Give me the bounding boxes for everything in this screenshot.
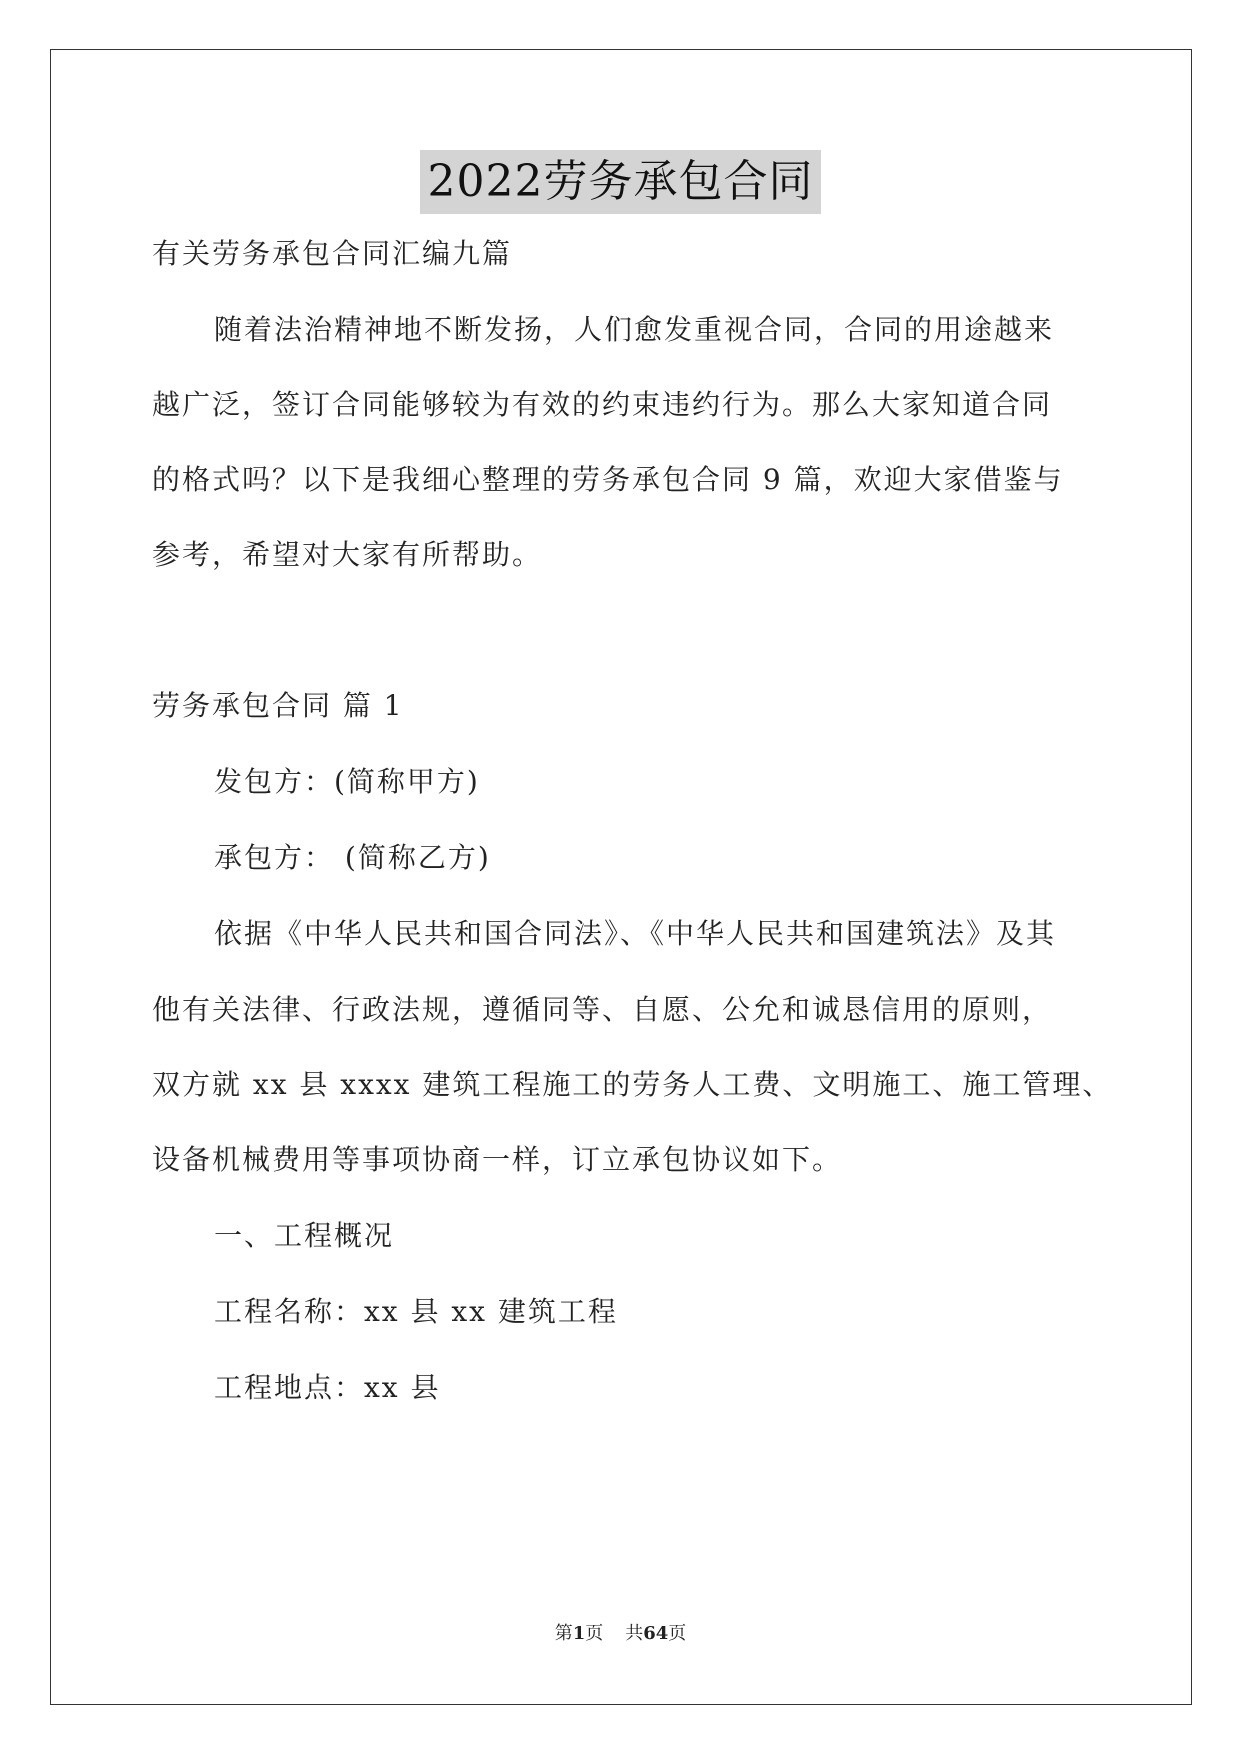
section-heading: 劳务承包合同 篇 1 bbox=[152, 689, 404, 722]
total-suffix: 页 bbox=[668, 1623, 687, 1644]
body-line: 工程地点：xx 县 bbox=[214, 1371, 441, 1404]
body-line: 随着法治精神地不断发扬，人们愈发重视合同，合同的用途越来 bbox=[214, 313, 1055, 346]
total-prefix: 共 bbox=[625, 1623, 644, 1644]
body-line: 发包方：(简称甲方) bbox=[214, 765, 480, 798]
body-line: 的格式吗？以下是我细心整理的劳务承包合同 9 篇，欢迎大家借鉴与 bbox=[152, 463, 1064, 496]
body-line: 设备机械费用等事项协商一样，订立承包协议如下。 bbox=[152, 1143, 843, 1176]
body-line: 承包方： (简称乙方) bbox=[214, 841, 491, 874]
body-line: 参考，希望对大家有所帮助。 bbox=[152, 538, 543, 571]
body-line: 他有关法律、行政法规，遵循同等、自愿、公允和诚恳信用的原则， bbox=[152, 993, 1053, 1026]
page-footer bbox=[0, 1622, 1241, 1646]
subtitle-line: 有关劳务承包合同汇编九篇 bbox=[152, 237, 513, 270]
subsection-heading: 一、工程概况 bbox=[214, 1219, 395, 1252]
body-line: 双方就 xx 县 xxxx 建筑工程施工的劳务人工费、文明施工、施工管理、 bbox=[152, 1068, 1113, 1101]
page-prefix: 第 bbox=[554, 1623, 573, 1644]
document-title: 2022劳务承包合同 bbox=[420, 150, 822, 214]
page-number: 1 bbox=[572, 1623, 586, 1644]
title-area bbox=[0, 150, 1241, 214]
body-line: 依据《中华人民共和国合同法》、《中华人民共和国建筑法》及其 bbox=[214, 917, 1057, 950]
body-line: 工程名称：xx 县 xx 建筑工程 bbox=[214, 1295, 618, 1328]
body-line: 越广泛，签订合同能够较为有效的约束违约行为。那么大家知道合同 bbox=[152, 388, 1053, 421]
total-pages: 64 bbox=[643, 1623, 669, 1644]
page-suffix: 页 bbox=[585, 1623, 604, 1644]
